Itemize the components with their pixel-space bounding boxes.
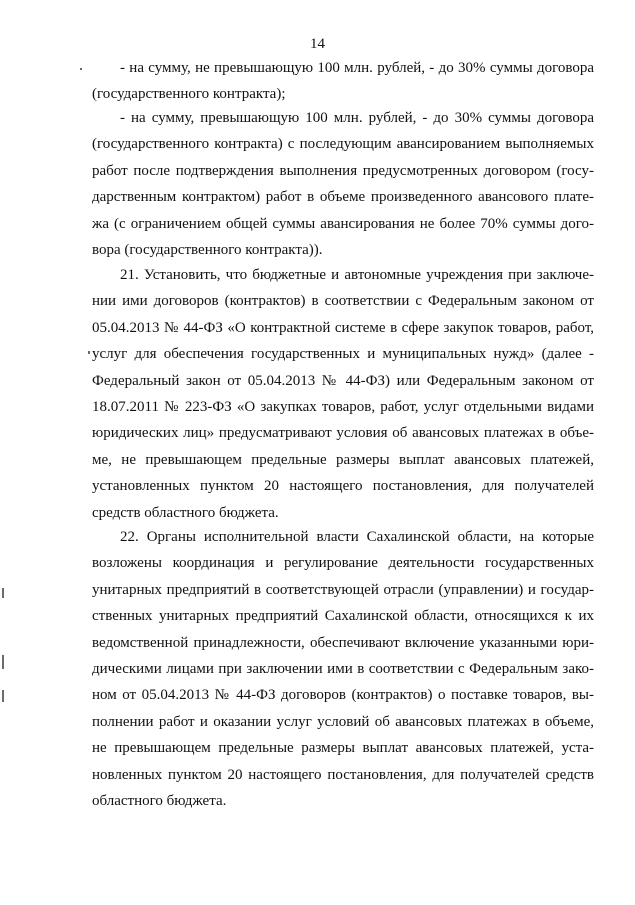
scan-edge-mark — [2, 655, 4, 669]
paragraph-line: - на сумму, не превышающую 100 млн. рублей, - до 30% суммы договора (государственного контракта); — [92, 60, 594, 103]
paragraph-item-21 — [92, 262, 594, 526]
scan-speck — [80, 68, 82, 70]
paragraph-item-22 — [92, 524, 594, 814]
scan-edge-mark — [2, 690, 4, 702]
paragraph-line: - на сумму, превышающую 100 млн. рублей, - до 30% суммы договора (государственного контракта) с последующим авансированием выполняемых работ после подтверждения выполнения предусмотренных договором (госу-дарственным контрактом) работ в объеме произведенного авансового плате-жа (с ограничением общей суммы авансирования не более 70% суммы дого-вора (государственного контракта)). — [92, 110, 594, 259]
page-number: 14 — [310, 36, 325, 52]
scan-edge-mark — [2, 588, 4, 598]
scan-speck — [88, 351, 90, 354]
paragraph-dash-1 — [92, 55, 594, 108]
paragraph-line: 21. Установить, что бюджетные и автономные учреждения при заключе-нии ими договоров (контрактов) в соответствии с Федеральным законом от 05.04.2013 № 44-ФЗ «О контрактной системе в сфере закупок товаров, работ, услуг для обеспечения государственных и муниципальных нужд» (далее - Федеральный закон от 05.04.2013 № 44-ФЗ) или Федеральным законом от 18.07.2011 № 223-ФЗ «О закупках товаров, работ, услуг отдельными видами юридических лиц» предусматривают условия об авансовых платежах в объе-ме, не превышающем предельные размеры выплат авансовых платежей, установленных пунктом 20 настоящего постановления, для получателей средств областного бюджета. — [92, 267, 594, 521]
paragraph-dash-2 — [92, 105, 594, 263]
paragraph-line: 22. Органы исполнительной власти Сахалинской области, на которые возложены координация и регулирование деятельности государственных унитарных предприятий в соответствующей отрасли (управлении) и государ-ственных унитарных предприятий Сахалинской области, относящихся к их ведомственной принадлежности, обеспечивают включение указанными юри-дическими лицами при заключении ими в соответствии с Федеральным зако-ном от 05.04.2013 № 44-ФЗ договоров (контрактов) о поставке товаров, вы-полнении работ и оказании услуг условий об авансовых платежах в объеме, не превышающем предельные размеры выплат авансовых платежей, уста-новленных пунктом 20 настоящего постановления, для получателей средств областного бюджета. — [92, 529, 594, 810]
